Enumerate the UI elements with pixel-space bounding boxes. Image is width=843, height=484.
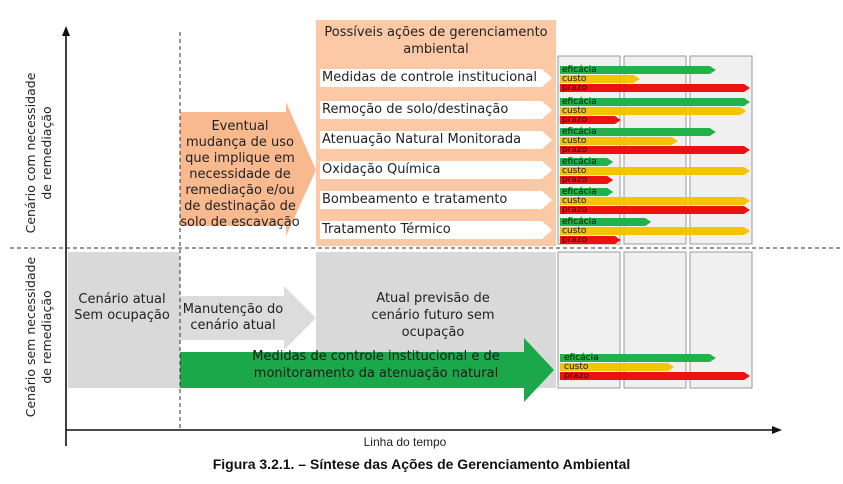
- action-label-4: Oxidação Química: [322, 162, 441, 177]
- action-6-custo-label: custo: [562, 226, 587, 236]
- action-2-custo-bar: [560, 107, 746, 115]
- figure-caption: Figura 3.2.1. – Síntese das Ações de Gerenciamento Ambiental: [212, 456, 631, 472]
- action-3-prazo-bar: [560, 146, 750, 154]
- lower-custo-label: custo: [564, 362, 589, 372]
- action-label-1: Medidas de controle institucional: [322, 70, 537, 85]
- action-6-eficacia-label: eficácia: [562, 217, 597, 227]
- y-label-upper: Cenário com necessidade de remediação: [23, 72, 54, 234]
- action-1-eficacia-label: eficácia: [562, 65, 597, 75]
- action-4-custo-bar: [560, 167, 750, 175]
- action-4-custo-label: custo: [562, 166, 587, 176]
- action-1-prazo-label: prazo: [562, 83, 588, 93]
- action-label-6: Tratamento Térmico: [322, 222, 451, 237]
- trigger-text: Eventual mudança de uso que implique em necessidade de remediação e/ou de destinação de solo de escavação: [180, 119, 300, 230]
- actions-title: Possíveis ações de gerenciamento ambiental: [324, 25, 548, 57]
- action-6-custo-bar: [560, 227, 750, 235]
- action-5-eficacia-label: eficácia: [562, 187, 597, 197]
- action-1-custo-label: custo: [562, 74, 587, 84]
- action-6-prazo-label: prazo: [562, 235, 588, 245]
- action-5-prazo-label: prazo: [562, 205, 588, 215]
- action-4-prazo-label: prazo: [562, 175, 588, 185]
- y-label-lower: Cenário sem necessidade de remediação: [23, 256, 54, 418]
- action-4-eficacia-label: eficácia: [562, 157, 597, 167]
- x-axis-label: Linha do tempo: [363, 435, 447, 449]
- action-label-5: Bombeamento e tratamento: [322, 192, 508, 207]
- lower-panel-col-3: [690, 252, 752, 388]
- action-3-prazo-label: prazo: [562, 145, 588, 155]
- action-2-custo-label: custo: [562, 106, 587, 116]
- action-3-custo-label: custo: [562, 136, 587, 146]
- action-1-prazo-bar: [560, 84, 750, 92]
- action-label-2: Remoção de solo/destinação: [322, 102, 509, 117]
- x-axis-arrowhead: [772, 426, 782, 434]
- y-axis-arrowhead: [62, 26, 70, 36]
- actions-column-block: [316, 62, 556, 246]
- action-3-eficacia-label: eficácia: [562, 127, 597, 137]
- action-5-custo-label: custo: [562, 196, 587, 206]
- action-label-3: Atenuação Natural Monitorada: [322, 132, 522, 147]
- action-2-prazo-label: prazo: [562, 115, 588, 125]
- lower-prazo-label: prazo: [564, 371, 590, 381]
- lower-eficacia-label: eficácia: [564, 353, 599, 363]
- maintenance-text: Manutenção do cenário atual: [182, 302, 284, 333]
- action-5-custo-bar: [560, 197, 750, 205]
- future-scenario-text: Atual previsão de cenário futuro sem ocupação: [371, 291, 495, 340]
- green-arrow-text: Medidas de controle institucional e de monitoramento da atenuação natural: [252, 349, 500, 381]
- action-5-prazo-bar: [560, 206, 750, 214]
- current-scenario-text: Cenário atual Sem ocupação: [74, 292, 170, 323]
- action-2-eficacia-label: eficácia: [562, 97, 597, 107]
